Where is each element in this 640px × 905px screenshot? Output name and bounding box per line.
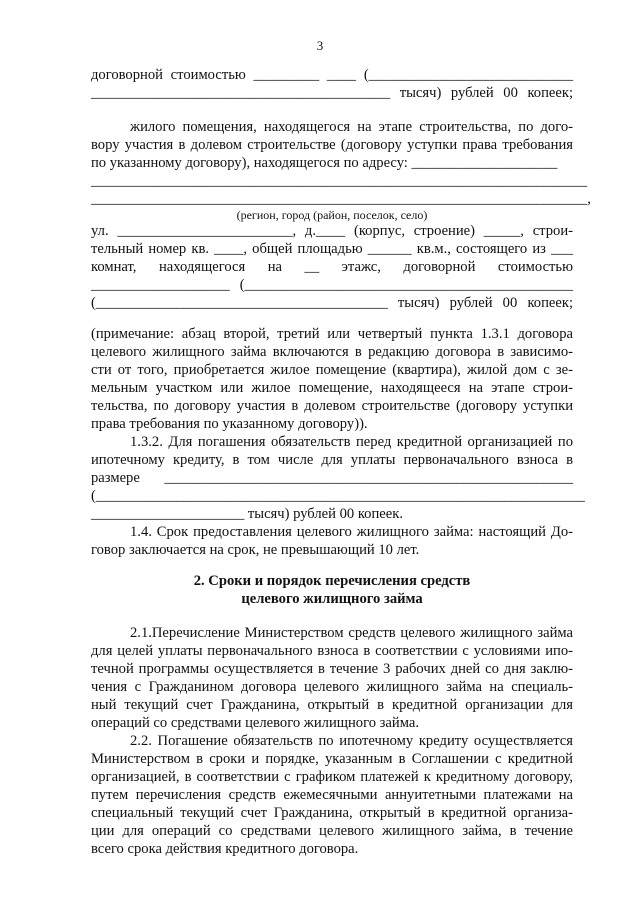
text-line: целевого жилищного займа включаются в редакцию договора в зависимо- bbox=[91, 344, 573, 360]
text-line: операций со средствами целевого жилищного займа. bbox=[91, 715, 419, 731]
text-line: ____________________________________________________________________ bbox=[91, 173, 588, 189]
text-line: размере ________________________________________________________ bbox=[91, 470, 573, 486]
text-line: 1.3.2. Для погашения обязательств перед кредитной организацией по bbox=[130, 434, 573, 450]
text-line: 1.4. Срок предоставления целевого жилищного займа: настоящий До- bbox=[130, 524, 573, 540]
text-line: _________________________________________ тысяч) рублей 00 копеек; bbox=[91, 85, 573, 101]
page-number: 3 bbox=[316, 38, 324, 53]
section-heading: 2. Сроки и порядок перечисления средств bbox=[193, 573, 471, 589]
text-line: _____________________ тысяч) рублей 00 копеек. bbox=[91, 506, 403, 522]
text-line: по указанному договору), находящегося по адресу: ____________________ bbox=[91, 155, 558, 171]
section-heading: целевого жилищного займа bbox=[241, 591, 423, 607]
text-line: тельный номер кв. ____, общей площадью ______ кв.м., состоящего из ___ bbox=[91, 241, 573, 257]
text-line: ул. ________________________, д.____ (корпус, строение) _____, строи- bbox=[91, 223, 573, 239]
text-line: для целей уплаты первоначального взноса в соответствии с условиями ипо- bbox=[91, 643, 573, 659]
text-line: всего срока действия кредитного договора. bbox=[91, 841, 359, 857]
text-line: чения с Гражданином договора целевого жилищного займа на специаль- bbox=[91, 679, 573, 695]
caption-line: (регион, город (район, поселок, село) bbox=[236, 208, 428, 222]
text-line: жилого помещения, находящегося на этапе строительства, по дого- bbox=[130, 119, 573, 135]
text-line: организацией, в соответствии с графиком платежей к кредитному договору, bbox=[91, 769, 573, 785]
text-line: путем перечисления средств ежемесячными аннуитетными платежами на bbox=[91, 787, 573, 803]
text-line: ____________________________________________________________________, bbox=[91, 191, 591, 207]
text-line: (примечание: абзац второй, третий или четвертый пункта 1.3.1 договора bbox=[91, 326, 573, 342]
text-line: (___________________________________________________________________ bbox=[91, 488, 585, 504]
text-line: ции для операций со средствами целевого жилищного займа, в течение bbox=[91, 823, 573, 839]
text-line: вору участия в долевом строительстве (договору уступки права требования bbox=[91, 137, 573, 153]
text-line: ный текущий счет Гражданина, открытый в кредитной организации для bbox=[91, 697, 573, 713]
text-line: говор заключается на срок, не превышающий 10 лет. bbox=[91, 542, 420, 558]
text-line: 2.1.Перечисление Министерством средств целевого жилищного займа bbox=[130, 625, 573, 641]
text-line: специальный текущий счет Гражданина, открытый в кредитной организа- bbox=[91, 805, 573, 821]
text-line: мельным участком или жилое помещение, находящееся на этапе строи- bbox=[91, 380, 573, 396]
text-line: ___________________ (_____________________________________________ bbox=[91, 277, 573, 293]
text-line: договорной стоимостью _________ ____ (____________________________ bbox=[91, 67, 573, 83]
text-line: течной программы осуществляется в течение 3 рабочих дней со дня заклю- bbox=[91, 661, 573, 677]
text-line: комнат, находящегося на __ этажс, договорной стоимостью bbox=[91, 259, 573, 275]
text-line: ипотечному кредиту, в том числе для уплаты первоначального взноса в bbox=[91, 452, 573, 468]
text-line: тельства, по договору участия в долевом строительстве (договору уступки bbox=[91, 398, 573, 414]
text-line: сти от того, приобретается жилое помещение (квартира), жилой дом с зе- bbox=[91, 362, 573, 378]
text-line: Министерством в сроки и порядке, указанным в Соглашении с кредитной bbox=[91, 751, 573, 767]
text-line: 2.2. Погашение обязательств по ипотечному кредиту осуществляется bbox=[130, 733, 573, 749]
text-line: (________________________________________ тысяч) рублей 00 копеек; bbox=[91, 295, 573, 311]
text-line: права требования по указанному договору)). bbox=[91, 416, 368, 432]
